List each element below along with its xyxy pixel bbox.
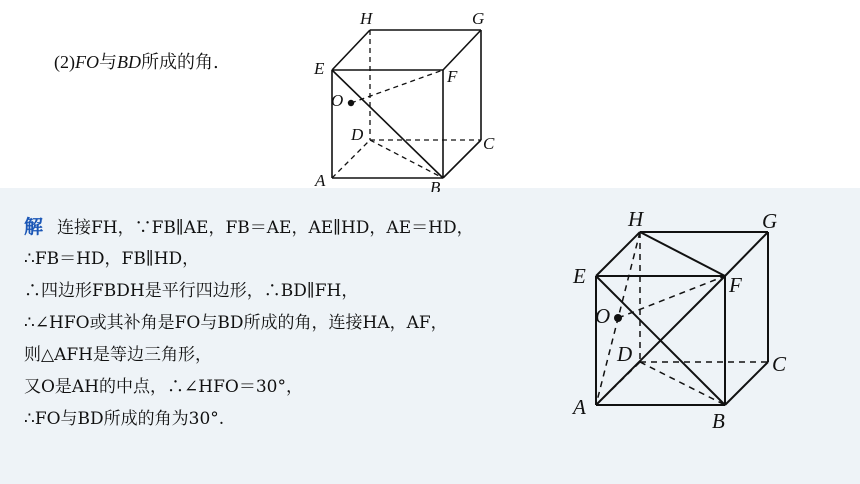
cube-figure-solution <box>560 200 800 440</box>
label-O: O <box>331 91 344 110</box>
label-H: H <box>360 9 373 28</box>
label-A: A <box>315 171 326 190</box>
label-B: B <box>430 178 441 192</box>
label-A2: A <box>573 395 586 419</box>
label-G2: G <box>762 209 778 233</box>
question-text: (2)FO与BD所成的角. <box>54 52 219 73</box>
solution-line-1: 解 连接FH，∵FB∥AE，FB＝AE，AE∥HD，AE＝HD， <box>24 216 474 238</box>
solution-line-5: 则△AFH是等边三角形， <box>24 345 212 365</box>
solution-line-2: ∴FB＝HD，FB∥HD， <box>24 249 200 269</box>
label-D: D <box>351 125 364 144</box>
solution-text <box>24 211 474 435</box>
label-E2: E <box>573 264 586 288</box>
solution-line-3: ∴四边形FBDH是平行四边形，∴BD∥FH， <box>24 281 359 301</box>
label-G: G <box>472 9 485 28</box>
label-F: F <box>447 67 458 86</box>
label-B2: B <box>712 409 725 433</box>
label-C2: C <box>772 352 787 376</box>
solution-label: 解 <box>24 216 44 238</box>
solution-line-6: 又O是AH的中点，∴∠HFO＝30°， <box>24 377 303 397</box>
label-C: C <box>483 134 495 153</box>
solution-line-4: ∴∠HFO或其补角是FO与BD所成的角，连接HA，AF， <box>24 313 448 333</box>
label-E: E <box>314 59 325 78</box>
label-D2: D <box>617 342 633 366</box>
label-H2: H <box>628 207 644 231</box>
label-F2: F <box>729 273 742 297</box>
solution-line-7: ∴FO与BD所成的角为30°. <box>24 409 225 429</box>
cube-figure-question <box>300 6 520 192</box>
label-O2: O <box>595 304 611 328</box>
